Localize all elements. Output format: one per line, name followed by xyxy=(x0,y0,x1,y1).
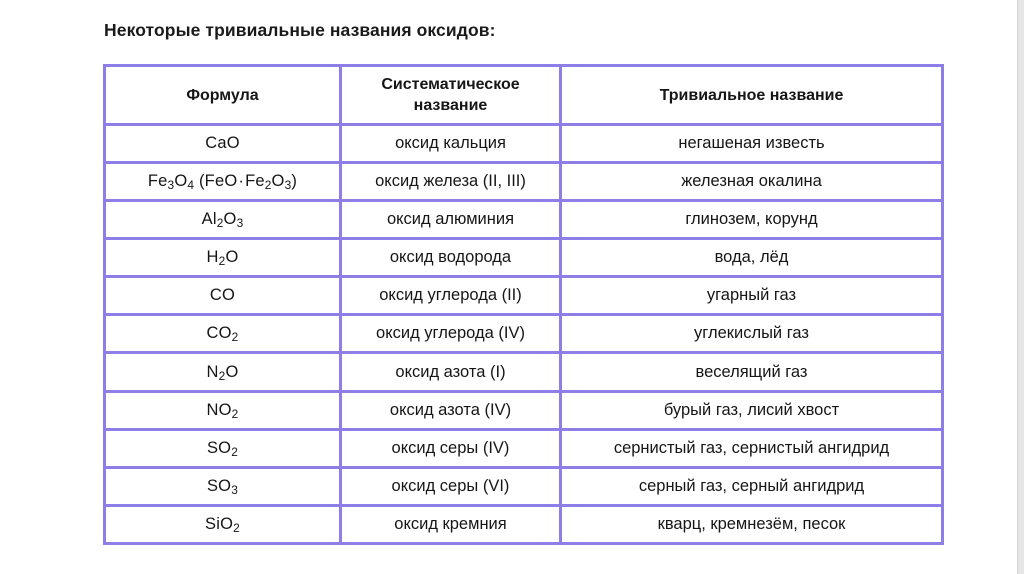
formula-text: O xyxy=(225,248,239,267)
trivial-name-cell: бурый газ, лисий хвост xyxy=(561,391,943,429)
formula-cell xyxy=(105,239,341,277)
formula-cell xyxy=(105,163,341,201)
formula-subscript: 2 xyxy=(233,520,240,535)
table-row xyxy=(105,353,943,391)
formula-cell xyxy=(105,125,341,163)
trivial-name-cell: кварц, кремнезём, песок xyxy=(561,505,943,543)
formula-text: SO xyxy=(206,438,232,457)
formula-subscript: 3 xyxy=(284,178,292,193)
page-title: Некоторые тривиальные названия оксидов: xyxy=(104,20,496,40)
table-row xyxy=(105,239,943,277)
trivial-name-cell: веселящий газ xyxy=(561,353,943,391)
oxides-table xyxy=(103,64,944,545)
formula-subscript: 2 xyxy=(231,444,239,459)
formula-subscript: 2 xyxy=(216,216,224,231)
formula-cell xyxy=(105,315,341,353)
trivial-name-cell: железная окалина xyxy=(561,163,943,201)
formula-text: NO xyxy=(206,400,232,419)
formula-text: (FeO xyxy=(194,172,238,191)
formula-text: O xyxy=(174,172,188,191)
systematic-name-cell: оксид водорода xyxy=(341,239,561,277)
formula-text: N xyxy=(206,362,219,381)
formula-cell xyxy=(105,391,341,429)
table-row xyxy=(105,505,943,543)
trivial-name-cell: сернистый газ, сернистый ангидрид xyxy=(561,429,943,467)
table-header xyxy=(105,66,943,125)
trivial-name-cell: глинозем, корунд xyxy=(561,201,943,239)
table-row xyxy=(105,391,943,429)
systematic-name-cell: оксид кремния xyxy=(341,505,561,543)
formula-cell xyxy=(105,467,341,505)
formula-dot: · xyxy=(238,172,245,191)
formula-cell xyxy=(105,505,341,543)
formula-text: CO xyxy=(209,286,236,305)
formula-subscript: 4 xyxy=(187,178,195,193)
table-row xyxy=(105,163,943,201)
systematic-name-cell: оксид кальция xyxy=(341,125,561,163)
formula-subscript: 3 xyxy=(236,216,244,231)
trivial-name-cell: угарный газ xyxy=(561,277,943,315)
formula-text: CO xyxy=(206,324,232,343)
header-trivial-name: Тривиальное название xyxy=(561,66,943,125)
trivial-name-cell: негашеная известь xyxy=(561,125,943,163)
formula-text: H xyxy=(206,248,219,267)
systematic-name-cell: оксид углерода (II) xyxy=(341,277,561,315)
formula-cell xyxy=(105,277,341,315)
formula-subscript: 2 xyxy=(231,406,239,421)
table-row xyxy=(105,429,943,467)
formula-text: O xyxy=(271,172,285,191)
table-row xyxy=(105,277,943,315)
formula-cell xyxy=(105,201,341,239)
formula-subscript: 3 xyxy=(167,178,175,193)
formula-subscript: 2 xyxy=(264,178,272,193)
systematic-name-cell: оксид серы (IV) xyxy=(341,429,561,467)
formula-subscript: 2 xyxy=(231,330,239,345)
table-row xyxy=(105,125,943,163)
formula-subscript: 2 xyxy=(218,368,226,383)
formula-text: SO xyxy=(206,476,232,495)
formula-text: O xyxy=(225,362,239,381)
systematic-name-cell: оксид азота (IV) xyxy=(341,391,561,429)
formula-cell xyxy=(105,429,341,467)
trivial-name-cell: углекислый газ xyxy=(561,315,943,353)
formula-text: O xyxy=(223,210,237,229)
systematic-name-cell: оксид углерода (IV) xyxy=(341,315,561,353)
header-row xyxy=(105,66,943,125)
formula-text: Al xyxy=(201,210,217,229)
formula-text: ) xyxy=(291,172,298,191)
table-row xyxy=(105,201,943,239)
formula-text: SiO xyxy=(205,514,234,533)
systematic-name-cell: оксид железа (II, III) xyxy=(341,163,561,201)
page-edge-scrollbar xyxy=(1017,0,1024,574)
formula-subscript: 3 xyxy=(231,482,239,497)
trivial-name-cell: вода, лёд xyxy=(561,239,943,277)
table-row xyxy=(105,467,943,505)
header-systematic-name: Систематическое название xyxy=(341,66,561,125)
formula-subscript: 2 xyxy=(218,254,226,269)
formula-text: CaO xyxy=(205,134,240,153)
systematic-name-cell: оксид алюминия xyxy=(341,201,561,239)
table-body xyxy=(105,125,943,544)
trivial-name-cell: серный газ, серный ангидрид xyxy=(561,467,943,505)
formula-text: Fe xyxy=(245,172,265,191)
systematic-name-cell: оксид серы (VI) xyxy=(341,467,561,505)
table-row xyxy=(105,315,943,353)
formula-text: Fe xyxy=(147,172,168,191)
header-formula: Формула xyxy=(105,66,341,125)
systematic-name-cell: оксид азота (I) xyxy=(341,353,561,391)
formula-cell xyxy=(105,353,341,391)
